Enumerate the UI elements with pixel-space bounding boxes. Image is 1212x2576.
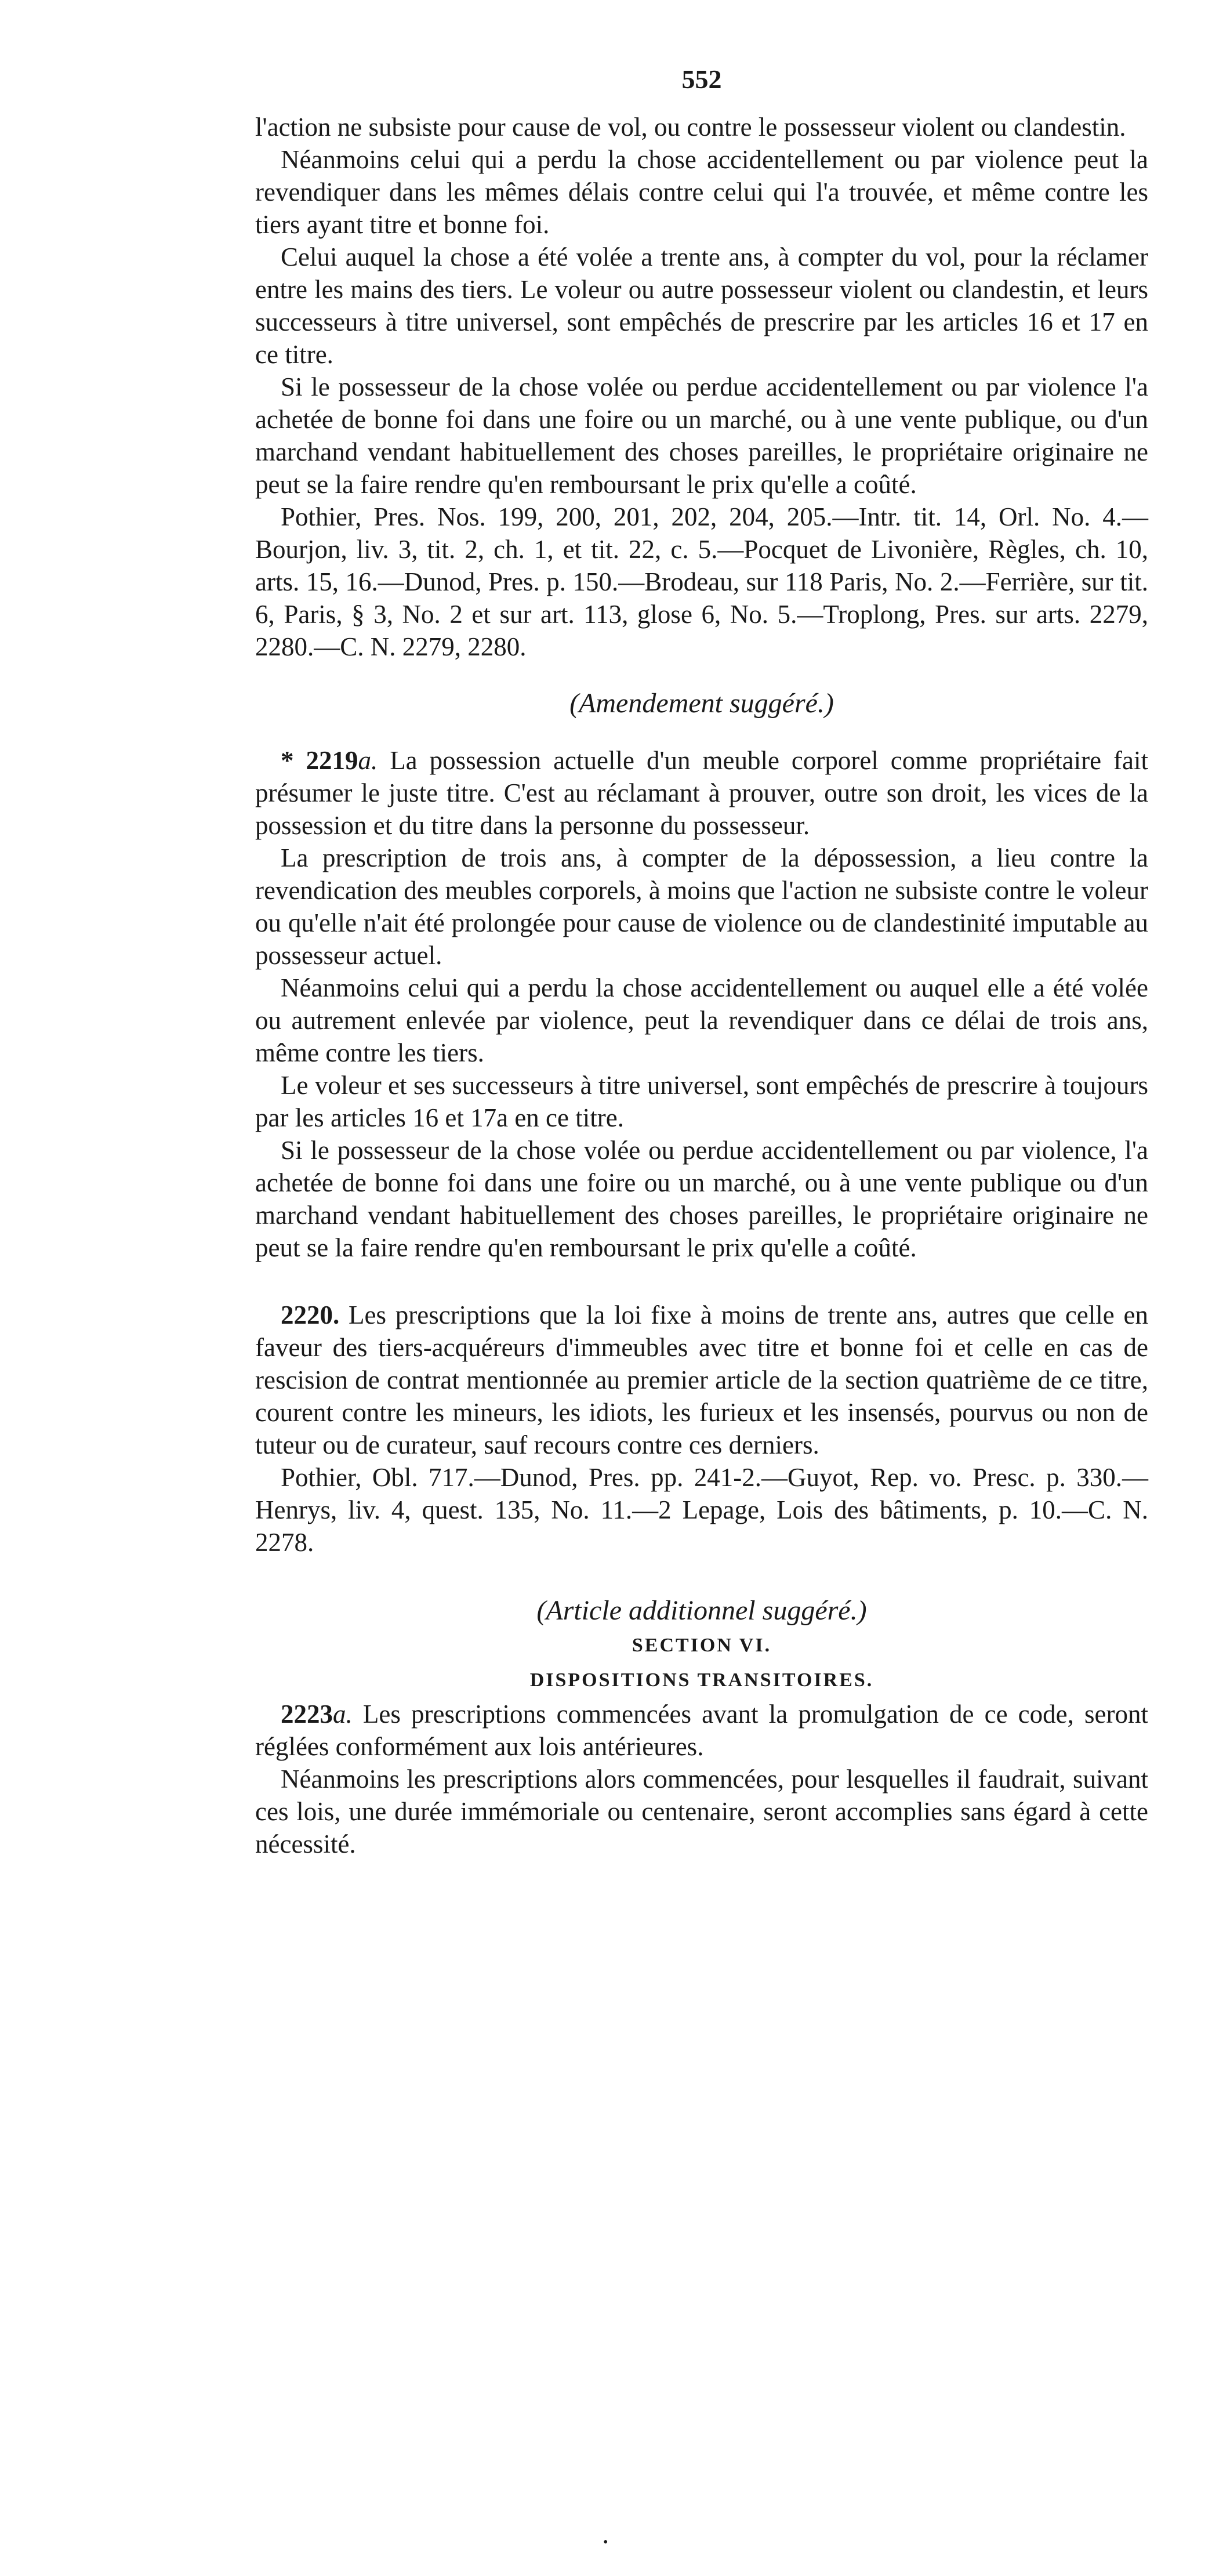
article-2219a-text: La possession actuelle d'un meuble corporel comme propriétaire fait présumer le juste titre. C'est au réclamant à prouver, outre son droit, les vices de la possession et du titre dans la personne du possesseur. xyxy=(255,746,1149,840)
paragraph-foire-marche: Si le possesseur de la chose volée ou perdue accidentellement ou par violence l'a achetée de bonne foi dans une foire ou un marché, ou à une vente publique, ou d'un marchand vendant habituellement des choses pareilles, le propriétaire originaire ne peut se la faire rendre qu'en remboursant le prix qu'elle a coûté. xyxy=(255,372,1148,499)
paragraph-foire-marche-2: Si le possesseur de la chose volée ou perdue accidentellement ou par violence, l'a achetée de bonne foi dans une foire ou un marché, ou à une vente publique ou d'un marchand vendant habituellement des choses pareilles, le propriétaire originaire ne peut se la faire rendre qu'en remboursant le prix qu'elle a coûté. xyxy=(255,1136,1148,1262)
footer-dot-mark: • xyxy=(603,2535,608,2550)
page-number: 552 xyxy=(681,64,722,94)
article-star-mark: * xyxy=(281,746,294,775)
article-number-2223: 2223 xyxy=(281,1700,333,1729)
paragraph-trois-ans: La prescription de trois ans, à compter de la dépossession, a lieu contre la revendication des meubles corporels, à moins que l'action ne subsiste contre le voleur ou qu'elle n'ait été prolongée pour cause de violence ou de clandestinité imputable au possesseur actuel. xyxy=(255,843,1148,970)
article-suffix-a: a. xyxy=(358,746,378,775)
document-page xyxy=(255,64,1148,1860)
article-2223a-text: Les prescriptions commencées avant la promulgation de ce code, seront réglées conformément aux lois antérieures. xyxy=(255,1700,1149,1761)
article-suffix-a-2: a. xyxy=(333,1700,353,1729)
paragraph-perdu-vole: Néanmoins celui qui a perdu la chose accidentellement ou auquel elle a été volée ou autrement enlevée par violence, peut la revendiquer dans ce délai de trois ans, même contre les tiers. xyxy=(255,973,1148,1067)
references-block-1: Pothier, Pres. Nos. 199, 200, 201, 202, 204, 205.—Intr. tit. 14, Orl. No. 4.—Bourjon, liv. 3, tit. 2, ch. 1, et tit. 22, c. 5.—Pocquet de Livonière, Règles, ch. 10, arts. 15, 16.—Dunod, Pres. p. 150.—Brodeau, sur 118 Paris, No. 2.—Ferrière, sur tit. 6, Paris, § 3, No. 2 et sur art. 113, glose 6, No. 5.—Troplong, Pres. sur arts. 2279, 2280.—C. N. 2279, 2280. xyxy=(255,502,1148,661)
heading-article-additionnel: (Article additionnel suggéré.) xyxy=(536,1595,867,1626)
article-2220 xyxy=(255,1299,1148,1461)
article-2223a xyxy=(255,1698,1148,1763)
heading-amendement-suggere: (Amendement suggéré.) xyxy=(569,688,834,719)
article-2219a xyxy=(255,744,1148,842)
section-subtitle: DISPOSITIONS TRANSITOIRES. xyxy=(529,1669,874,1691)
paragraph-voleur-successeurs: Le voleur et ses successeurs à titre universel, sont empêchés de prescrire à toujours par les articles 16 et 17a en ce titre. xyxy=(255,1071,1148,1132)
section-title: SECTION VI. xyxy=(632,1635,772,1656)
article-number-2219: 2219 xyxy=(306,746,358,775)
paragraph-trente-ans: Celui auquel la chose a été volée a trente ans, à compter du vol, pour la réclamer entre les mains des tiers. Le voleur ou autre possesseur violent ou clandestin, et leurs successeurs à titre universel, sont empêchés de prescrire par les articles 16 et 17 en ce titre. xyxy=(255,242,1148,369)
paragraph-revendication: Néanmoins celui qui a perdu la chose accidentellement ou par violence peut la revendiquer dans les mêmes délais contre celui qui l'a trouvée, et même contre les tiers ayant titre et bonne foi. xyxy=(255,145,1148,239)
references-block-2: Pothier, Obl. 717.—Dunod, Pres. pp. 241-2.—Guyot, Rep. vo. Presc. p. 330.—Henrys, liv. 4, quest. 135, No. 11.—2 Lepage, Lois des bâtiments, p. 10.—C. N. 2278. xyxy=(255,1463,1148,1557)
paragraph-immemoriale: Néanmoins les prescriptions alors commencées, pour lesquelles il faudrait, suivant ces lois, une durée immémoriale ou centenaire, seront accomplies sans égard à cette nécessité. xyxy=(255,1765,1148,1858)
paragraph-continuation: l'action ne subsiste pour cause de vol, ou contre le possesseur violent ou clandestin. xyxy=(255,113,1126,142)
article-2220-text: Les prescriptions que la loi fixe à moins de trente ans, autres que celle en faveur des tiers-acquéreurs d'immeubles avec titre et bonne foi et celle en cas de rescision de contrat mentionnée au premier article de la section quatrième de ce titre, courent contre les mineurs, les idiots, les furieux et les insensés, pourvus ou non de tuteur ou de curateur, sauf recours contre ces derniers. xyxy=(255,1300,1148,1459)
article-number-2220: 2220. xyxy=(281,1300,340,1329)
